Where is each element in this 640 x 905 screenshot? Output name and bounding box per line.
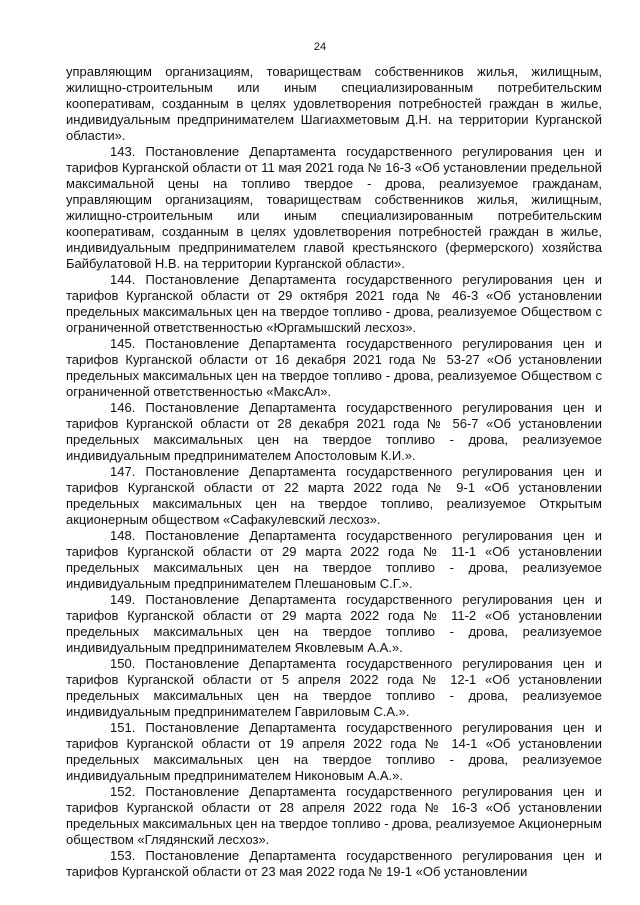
list-item-149: 149. Постановление Департамента государственного регулирования цен и тарифов Курганской области от 29 марта 2022 года № 11-2 «Об установлении предельных максимальных цен на твердое топливо - дрова, реализуемое индивидуальным предпринимателем Яковлевым А.А.».	[66, 592, 602, 655]
list-item-148: 148. Постановление Департамента государственного регулирования цен и тарифов Курганской области от 29 марта 2022 года № 11-1 «Об установлении предельных максимальных цен на твердое топливо - дрова, реализуемое индивидуальным предпринимателем Плешановым С.Г.».	[66, 528, 602, 591]
page-number: 24	[313, 41, 327, 53]
list-item-145: 145. Постановление Департамента государственного регулирования цен и тарифов Курганской области от 16 декабря 2021 года № 53-27 «Об установлении предельных максимальных цен на твердое топливо - дрова, реализуемое Обществом с ограниченной ответственностью «МаксАл».	[66, 336, 602, 399]
document-body	[66, 64, 602, 880]
paragraph-continuation: управляющим организациям, товариществам собственников жилья, жилищным, жилищно-строительным или иным специализированным потребительским кооперативам, созданным в целях удовлетворения потребностей граждан в жилье, индивидуальным предпринимателем Шагиахметовым Д.Н. на территории Курганской области».	[66, 64, 602, 143]
list-item-151: 151. Постановление Департамента государственного регулирования цен и тарифов Курганской области от 19 апреля 2022 года № 14-1 «Об установлении предельных максимальных цен на твердое топливо - дрова, реализуемое индивидуальным предпринимателем Никоновым А.А.».	[66, 720, 602, 783]
list-item-152: 152. Постановление Департамента государственного регулирования цен и тарифов Курганской области от 28 апреля 2022 года № 16-3 «Об установлении предельных максимальных цен на твердое топливо - дрова, реализуемое Акционерным обществом «Глядянский лесхоз».	[66, 784, 602, 847]
list-item-153: 153. Постановление Департамента государственного регулирования цен и тарифов Курганской области от 23 мая 2022 года № 19-1 «Об установлении	[66, 848, 602, 879]
list-item-144: 144. Постановление Департамента государственного регулирования цен и тарифов Курганской области от 29 октября 2021 года № 46-3 «Об установлении предельных максимальных цен на твердое топливо - дрова, реализуемое Обществом с ограниченной ответственностью «Юргамышский лесхоз».	[66, 272, 602, 335]
list-item-147: 147. Постановление Департамента государственного регулирования цен и тарифов Курганской области от 22 марта 2022 года № 9-1 «Об установлении предельных максимальных цен на твердое топливо, реализуемое Открытым акционерным обществом «Сафакулевский лесхоз».	[66, 464, 602, 527]
list-item-146: 146. Постановление Департамента государственного регулирования цен и тарифов Курганской области от 28 декабря 2021 года № 56-7 «Об установлении предельных максимальных цен на твердое топливо - дрова, реализуемое индивидуальным предпринимателем Апостоловым К.И.».	[66, 400, 602, 463]
list-item-150: 150. Постановление Департамента государственного регулирования цен и тарифов Курганской области от 5 апреля 2022 года № 12-1 «Об установлении предельных максимальных цен на твердое топливо - дрова, реализуемое индивидуальным предпринимателем Гавриловым С.А.».	[66, 656, 602, 719]
list-item-143: 143. Постановление Департамента государственного регулирования цен и тарифов Курганской области от 11 мая 2021 года № 16-3 «Об установлении предельной максимальной цены на топливо твердое - дрова, реализуемое гражданам, управляющим организациям, товариществам собственников жилья, жилищным, жилищно-строительным или иным специализированным потребительским кооперативам, созданным в целях удовлетворения потребностей граждан в жилье, индивидуальным предпринимателем главой крестьянского (фермерского) хозяйства Байбулатовой Н.В. на территории Курганской области».	[66, 144, 602, 271]
